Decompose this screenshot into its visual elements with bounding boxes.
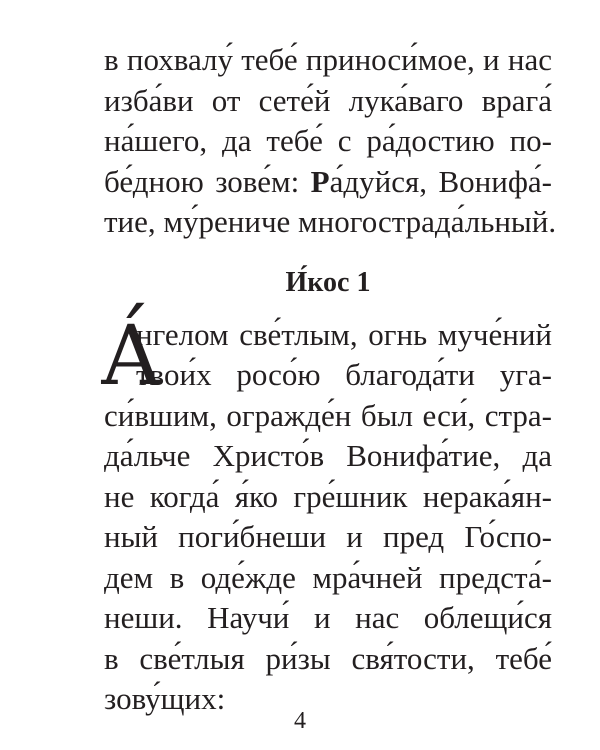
section-heading: И́кос 1	[285, 266, 371, 298]
page-number: 4	[294, 708, 306, 734]
text-line: изба́ви от сете́й лука́ваго врага́	[104, 82, 552, 118]
drop-cap: А́	[100, 308, 163, 404]
text-line: на́шего, да тебе́ с ра́достию по-	[104, 123, 552, 158]
text-line: дем в оде́жде мра́чней предста́-	[104, 559, 552, 595]
text-line: неши. Научи́ и нас облещи́ся	[104, 600, 552, 635]
text-segment: бе́дною зове́м:	[104, 163, 311, 199]
text-line	[104, 162, 552, 203]
text-line: си́вшим, огражде́н был еси́, стра-	[104, 397, 552, 433]
text-line: не когда́ я́ко гре́шник нерака́ян-	[104, 478, 552, 514]
text-line: в све́тлыя ри́зы свя́тости, тебе́	[104, 640, 552, 676]
bold-initial: Р	[310, 163, 330, 199]
text-line: в похвалу́ тебе́ приноси́мое, и нас	[104, 42, 552, 77]
ikos-text	[100, 308, 552, 720]
text-line: да́льче Христо́в Вонифа́тие, да	[104, 438, 552, 473]
text-line: твои́х росо́ю благода́ти уга-	[136, 357, 552, 392]
page-body	[100, 40, 557, 720]
text-line: тие, му́рениче многострада́льный.	[104, 204, 557, 239]
text-line: зову́щих:	[104, 681, 226, 716]
text-line: ный поги́бнеши и пред Го́спо-	[104, 519, 552, 554]
text-line: нгелом све́тлым, огнь муче́ний	[136, 316, 552, 352]
text-segment: а́дуйся, Вонифа́-	[329, 163, 552, 199]
